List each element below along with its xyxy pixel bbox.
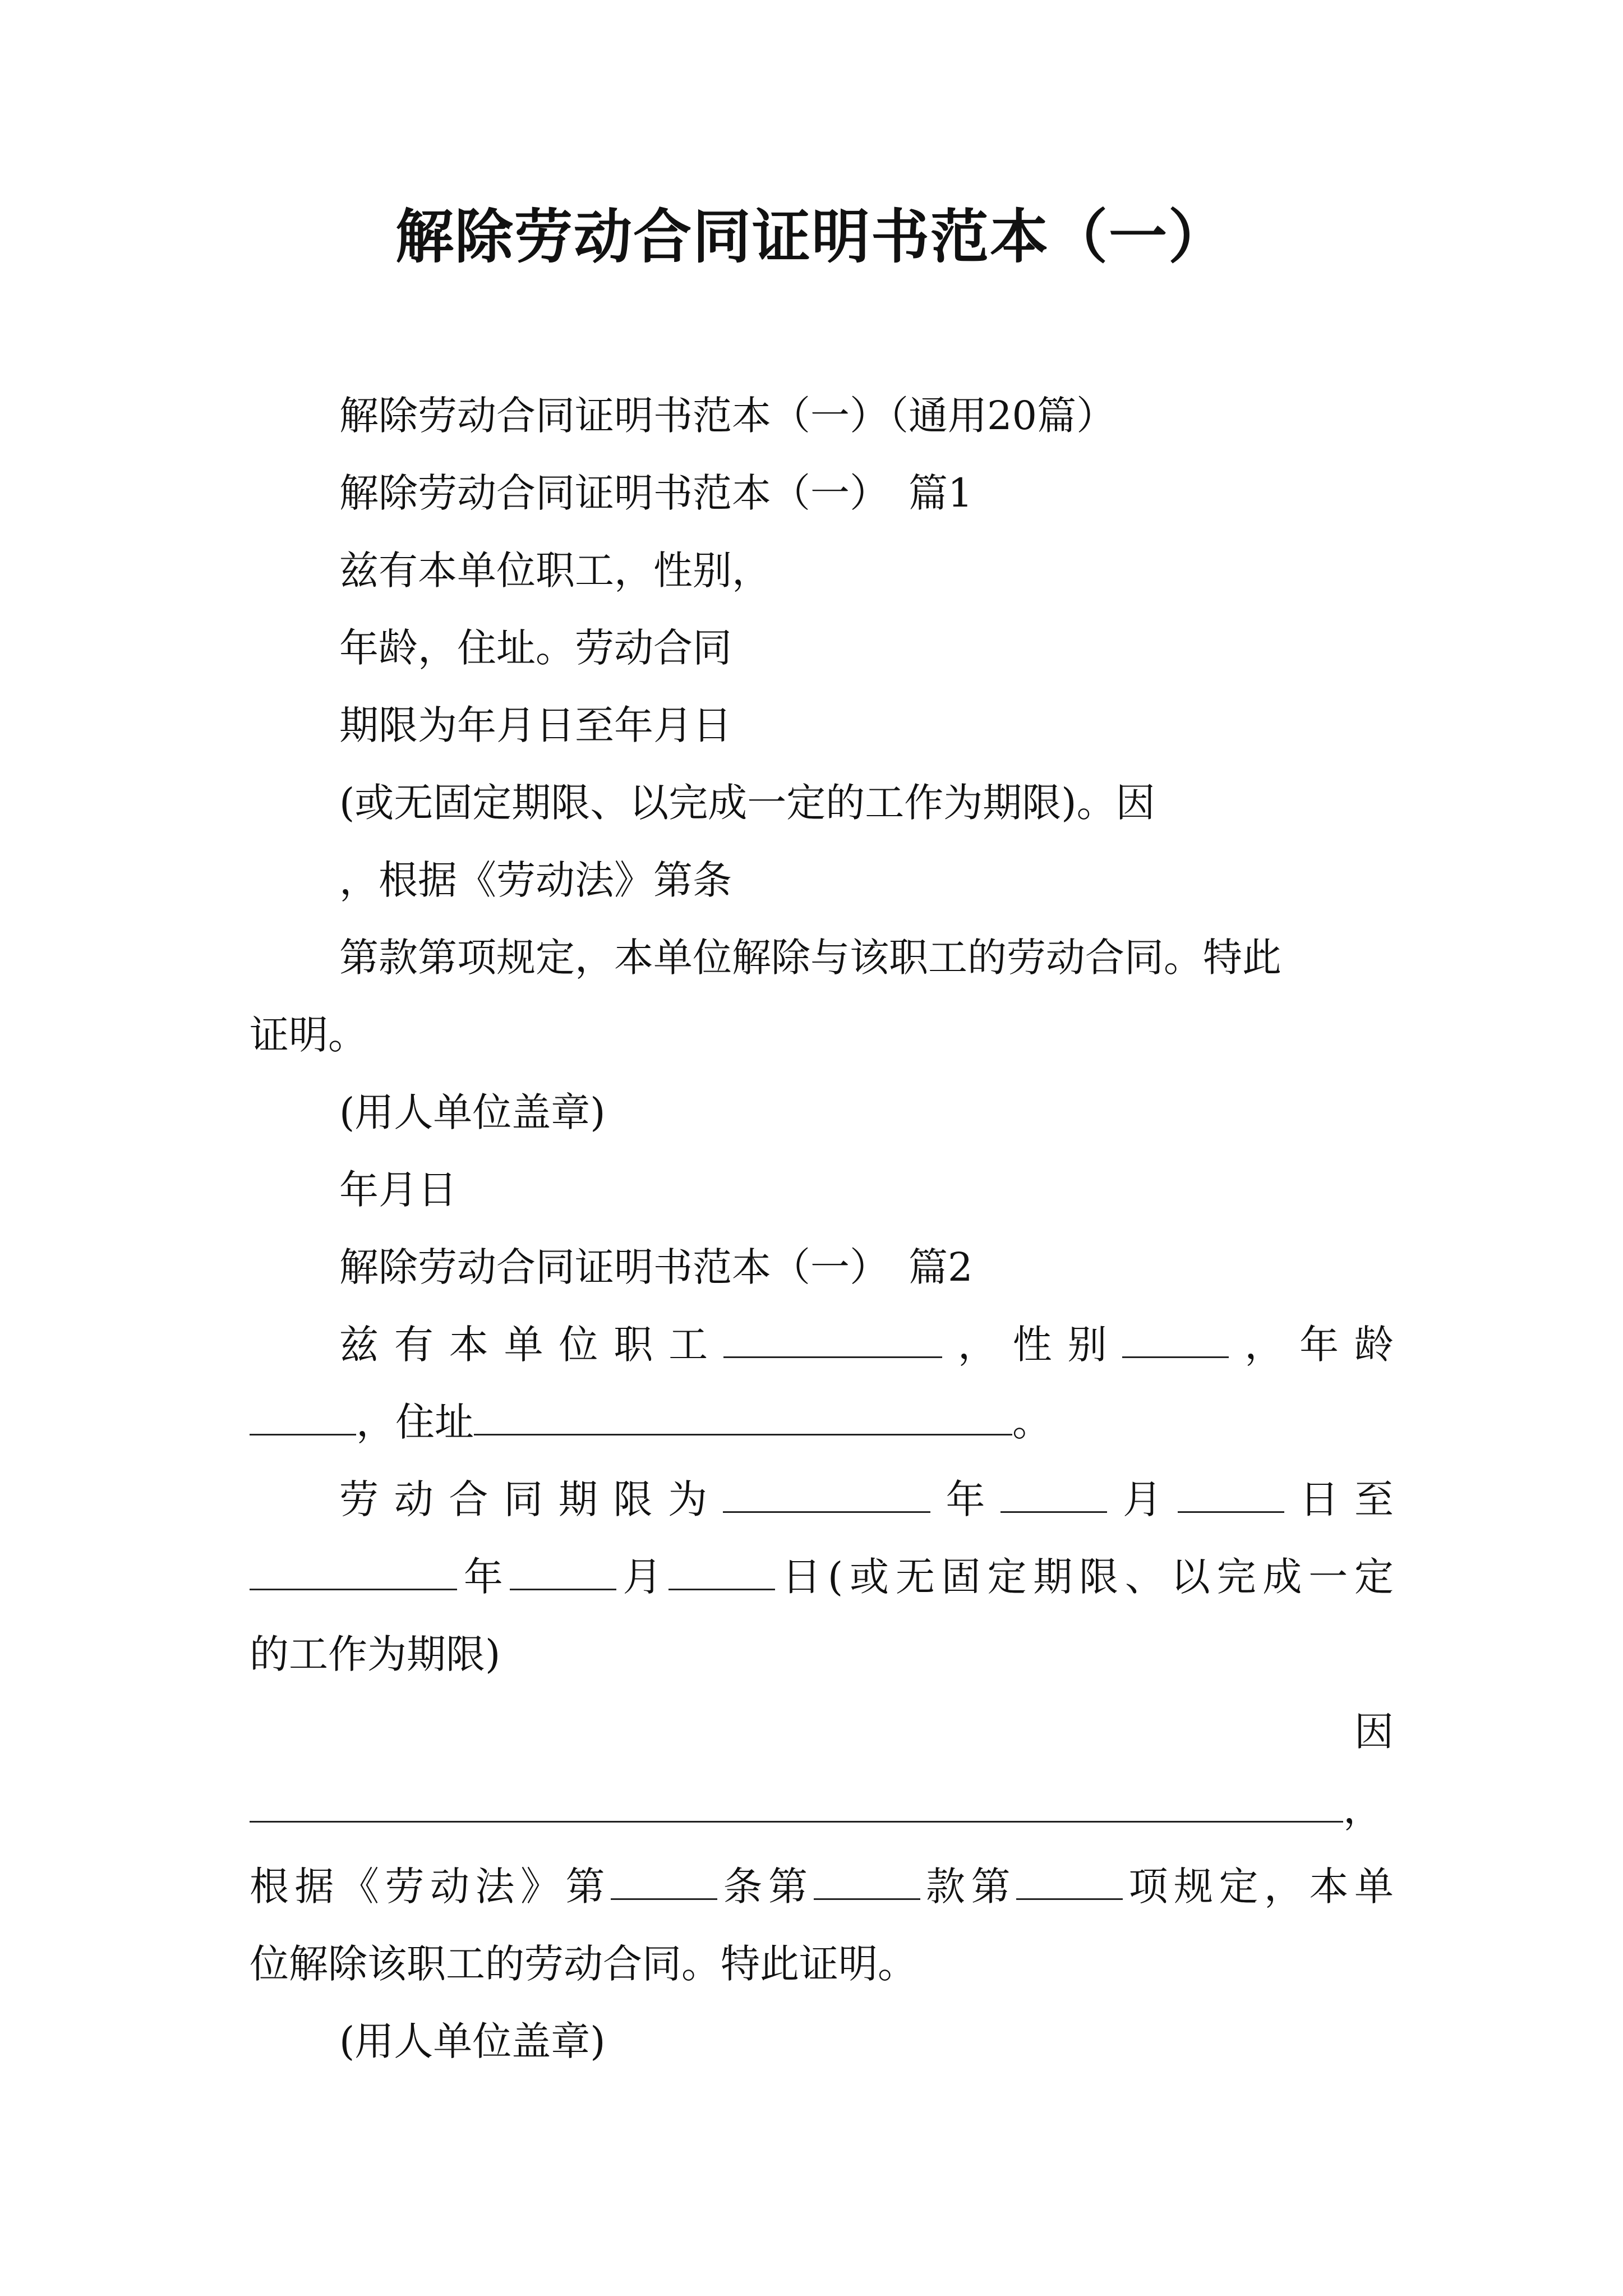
text-run: ，年龄 (1229, 1322, 1394, 1368)
section1-line2: 年龄，住址。劳动合同 (339, 625, 732, 671)
section1-date: 年月日 (339, 1167, 457, 1213)
section1-line3: 期限为年月日至年月日 (339, 702, 732, 748)
blank-name (723, 1323, 942, 1358)
text-run: 月 (616, 1554, 669, 1600)
section2-p1-line1 (250, 1306, 1394, 1383)
text-run: 。 (1012, 1399, 1052, 1445)
text-run: ，住址 (356, 1399, 474, 1445)
section2-p2-line3: 的工作为期限) (250, 1631, 501, 1677)
section2-p1-line2 (250, 1383, 1394, 1461)
blank-start-month (1000, 1478, 1107, 1513)
blank-item (1016, 1865, 1123, 1900)
section1-line4: (或无固定期限、以完成一定的工作为期限)。因 (339, 780, 1155, 826)
subtitle: 解除劳动合同证明书范本（一）（通用20篇） (339, 393, 1116, 439)
blank-end-year (250, 1555, 457, 1590)
blank-end-month (510, 1555, 616, 1590)
blank-start-day (1178, 1478, 1284, 1513)
text-run: 项规定，本单 (1123, 1864, 1394, 1910)
section1-seal: (用人单位盖章) (339, 1089, 606, 1135)
blank-start-year (723, 1478, 930, 1513)
section1-line6: 第款第项规定，本单位解除与该职工的劳动合同。特此 (339, 935, 1281, 981)
blank-clause (814, 1865, 920, 1900)
section2-p3-line1: 因 (1354, 1709, 1394, 1755)
text-run: 年 (457, 1554, 510, 1600)
section1-line5: ，根据《劳动法》第条 (339, 857, 732, 903)
section1-heading: 解除劳动合同证明书范本（一） 篇1 (339, 470, 973, 516)
section2-p2-line2 (250, 1538, 1394, 1616)
document-title: 解除劳动合同证明书范本（一） (395, 203, 1228, 271)
text-run: ，性别 (942, 1322, 1123, 1368)
text-run: 根据《劳动法》第 (250, 1864, 611, 1910)
section2-heading: 解除劳动合同证明书范本（一） 篇2 (339, 1244, 973, 1290)
text-run: 日至 (1284, 1476, 1394, 1522)
blank-reason (250, 1787, 1343, 1823)
section1-line7: 证明。 (250, 1012, 367, 1058)
text-run: 年 (930, 1476, 1001, 1522)
section2-seal: (用人单位盖章) (339, 2018, 606, 2064)
section2-p2-line1 (250, 1461, 1394, 1538)
text-run: ， (1343, 1786, 1382, 1832)
section2-p3-line4: 位解除该职工的劳动合同。特此证明。 (250, 1941, 917, 1987)
text-run: 日(或无固定期限、以完成一定 (775, 1554, 1394, 1600)
blank-end-day (668, 1555, 775, 1590)
blank-age (250, 1400, 356, 1435)
blank-article (611, 1865, 717, 1900)
document-body (250, 377, 1394, 2080)
text-run: 兹有本单位职工 (339, 1322, 723, 1368)
blank-gender (1122, 1323, 1229, 1358)
text-run: 条第 (717, 1864, 814, 1910)
section2-p3-line3 (250, 1848, 1394, 1925)
section2-p3-line2 (250, 1770, 1394, 1848)
text-run: 月 (1107, 1476, 1178, 1522)
text-run: 款第 (920, 1864, 1016, 1910)
text-run: 劳动合同期限为 (339, 1476, 723, 1522)
section1-line1: 兹有本单位职工，性别， (339, 547, 771, 593)
blank-address (474, 1400, 1012, 1435)
